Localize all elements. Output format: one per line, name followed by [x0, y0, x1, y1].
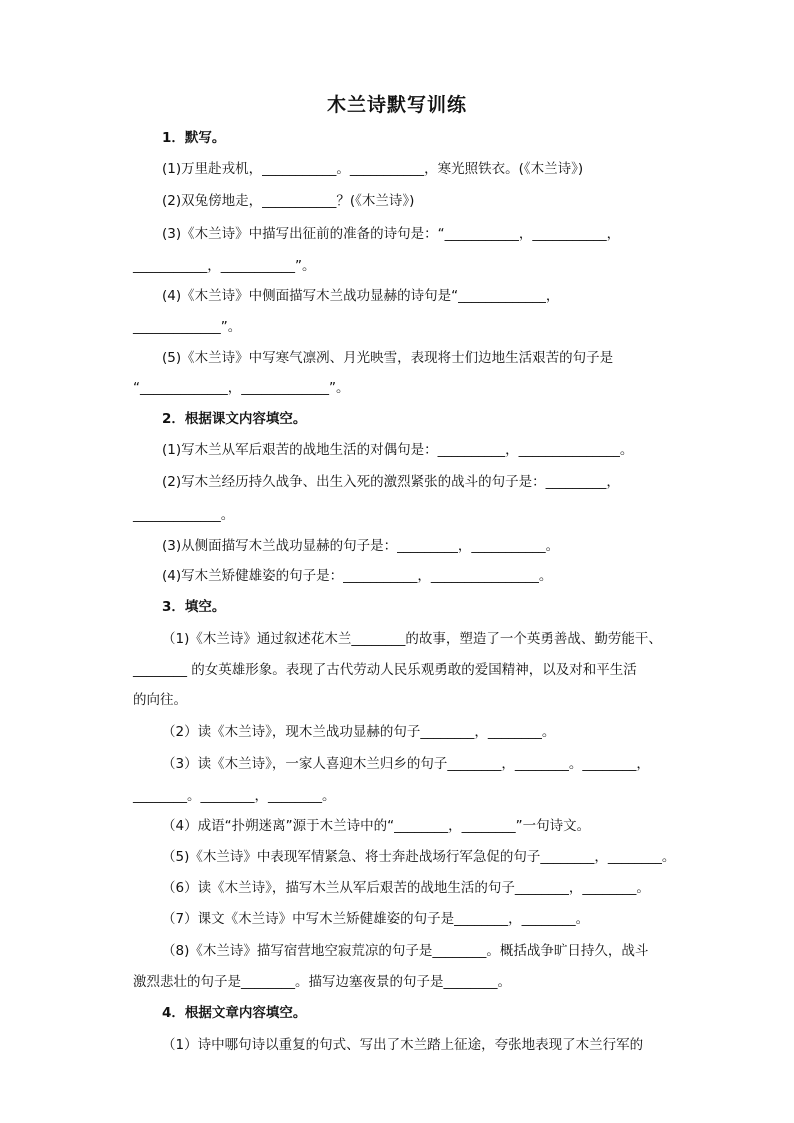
question-line: ___________，___________”。 [133, 258, 316, 274]
question-line: (4)《木兰诗》中侧面描写木兰战功显赫的诗句是“_____________， [162, 288, 560, 304]
question-line: （7）课文《木兰诗》中写木兰矫健雄姿的句子是________，________。 [162, 911, 590, 927]
question-line: (2)双兔傍地走，___________？(《木兰诗》) [162, 193, 415, 209]
question-line: （1)《木兰诗》通过叙述花木兰________的故事，塑造了一个英勇善战、勤劳能干、 [162, 631, 662, 647]
question-line: (4)写木兰矫健雄姿的句子是：___________，________________。 [162, 568, 553, 584]
question-line: “_____________，_____________”。 [133, 380, 350, 396]
question-line: （8)《木兰诗》描写宿营地空寂荒凉的句子是________。概括战争旷日持久，战斗 [162, 943, 649, 959]
question-line: (1)万里赴戎机，___________。___________，寒光照铁衣。(《木兰诗》) [162, 161, 584, 177]
page-title: 木兰诗默写训练 [326, 94, 467, 116]
question-line: 激烈悲壮的句子是________。描写边塞夜景的句子是________。 [133, 974, 511, 990]
question-line: （5)《木兰诗》中表现军情紧急、将士奔赴战场行军急促的句子________，________。 [162, 849, 676, 865]
question-line: (5)《木兰诗》中写寒气凛冽、月光映雪，表现将士们边地生活艰苦的句子是 [162, 350, 614, 366]
question-line: _____________。 [133, 507, 235, 523]
question-line: 的向往。 [133, 692, 187, 708]
question-line: （4）成语“扑朔迷离”源于木兰诗中的“________，________”一句诗文。 [162, 818, 591, 834]
question-line: ________。________，________。 [133, 788, 336, 804]
question-line: ________ 的女英雄形象。表现了古代劳动人民乐观勇敢的爱国精神，以及对和平生活 [133, 662, 637, 678]
section-4-heading: 4．根据文章内容填空。 [162, 1005, 307, 1021]
section-1-heading: 1．默写。 [162, 130, 226, 146]
question-line: （2）读《木兰诗》，现木兰战功显赫的句子________，________。 [162, 724, 556, 740]
question-line: _____________”。 [133, 319, 242, 335]
question-line: (2)写木兰经历持久战争、出生入死的激烈紧张的战斗的句子是：_________， [162, 474, 620, 490]
question-line: （3）读《木兰诗》，一家人喜迎木兰归乡的句子________，________。________， [162, 756, 650, 772]
question-line: (1)写木兰从军后艰苦的战地生活的对偶句是：__________，_______________。 [162, 442, 634, 458]
question-line: （6）读《木兰诗》，描写木兰从军后艰苦的战地生活的句子________，________。 [162, 880, 650, 896]
section-2-heading: 2．根据课文内容填空。 [162, 411, 307, 427]
section-3-heading: 3．填空。 [162, 599, 226, 615]
question-line: (3)从侧面描写木兰战功显赫的句子是：_________，___________。 [162, 538, 560, 554]
question-line: （1）诗中哪句诗以重复的句式、写出了木兰踏上征途，夸张地表现了木兰行军的 [162, 1037, 644, 1053]
question-line: (3)《木兰诗》中描写出征前的准备的诗句是：“___________，___________， [162, 226, 621, 242]
